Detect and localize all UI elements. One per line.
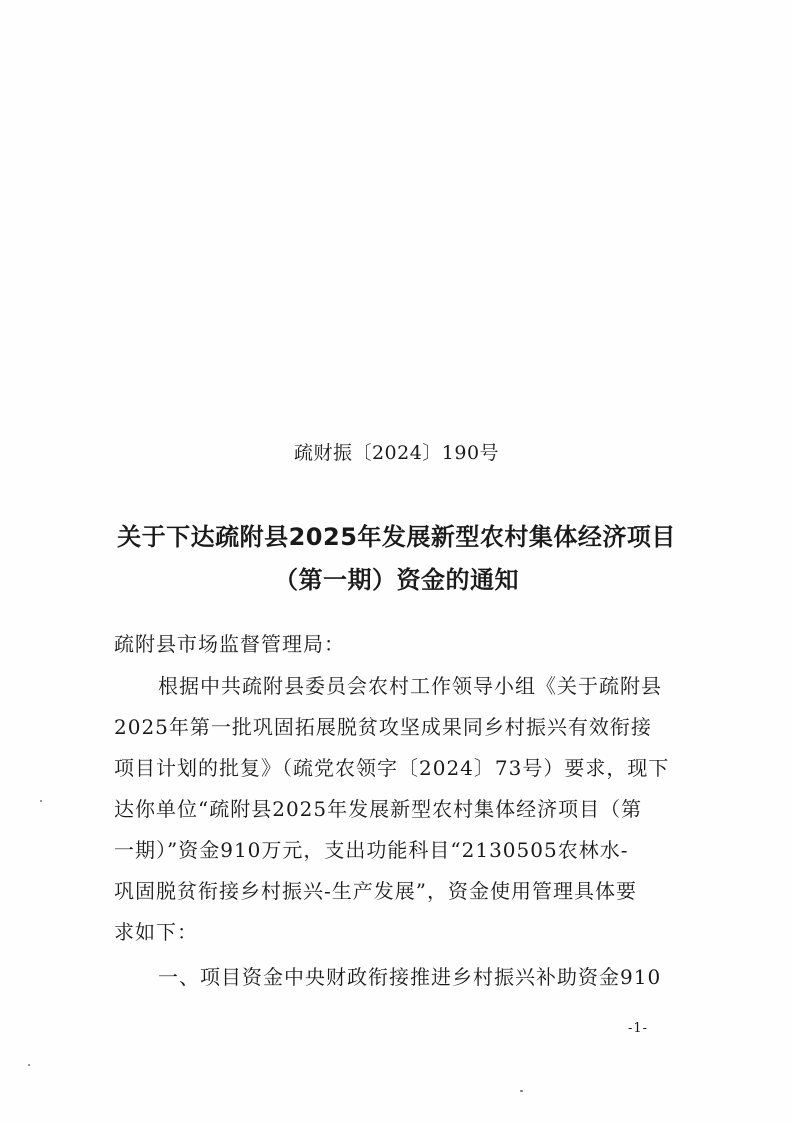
body-line: 巩固脱贫衔接乡村振兴-生产发展”，资金使用管理具体要 [114,879,637,903]
page-number: -1- [628,1021,649,1036]
body-paragraph [114,670,680,990]
document-number: 疏财振〔2024〕190号 [293,442,500,464]
body-line: 2025年第一批巩固拓展脱贫攻坚成果同乡村振兴有效衔接 [114,715,652,739]
document-title-line-1: 关于下达疏附县2025年发展新型农村集体经济项目 [117,523,676,551]
body-line: 一期）”资金910万元，支出功能科目“2130505农林水- [114,838,629,862]
addressee: 疏附县市场监督管理局： [114,632,345,656]
body-line: 达你单位“疏附县2025年发展新型农村集体经济项目（第 [114,797,643,821]
scan-speck [28,1064,30,1066]
body-line: 求如下： [114,920,198,944]
body-line: 一、项目资金中央财政衔接推进乡村振兴补助资金910 [158,965,662,989]
scan-speck [40,800,42,802]
body-line: 项目计划的批复》（疏党农领字〔2024〕73号）要求，现下 [114,756,670,780]
scan-speck [520,1090,523,1092]
body-line: 根据中共疏附县委员会农村工作领导小组《关于疏附县 [158,674,662,698]
document-title-line-2: （第一期）资金的通知 [274,566,519,594]
